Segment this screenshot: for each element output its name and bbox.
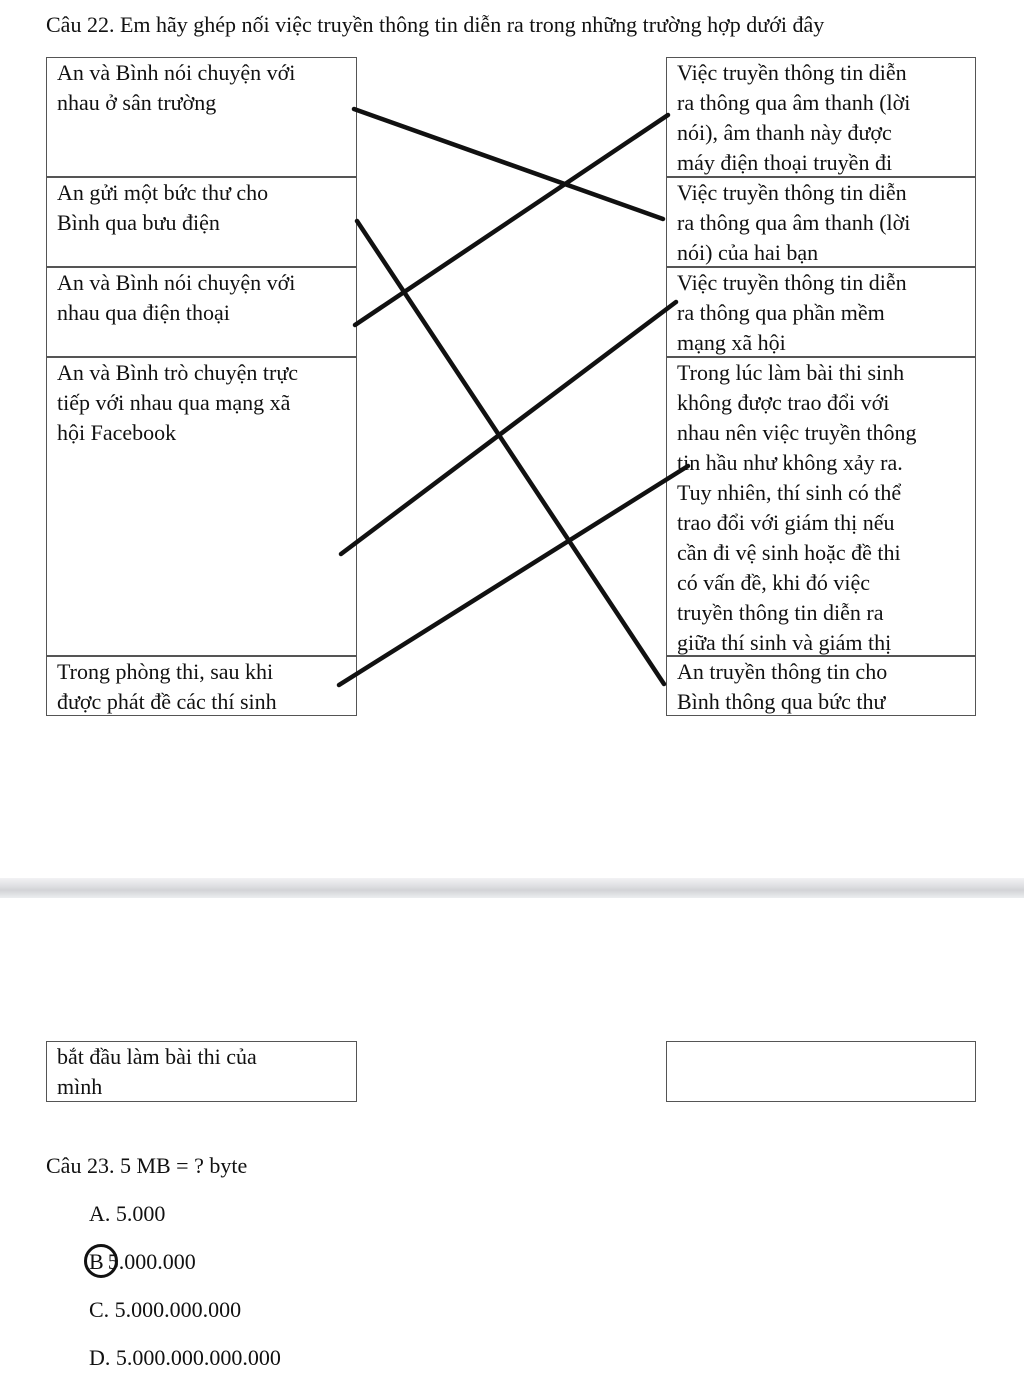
left-item-5-continued-line: bắt đầu làm bài thi của	[57, 1044, 257, 1069]
right-item-4-line: Tuy nhiên, thí sinh có thể	[677, 480, 902, 505]
right-item-1-line: máy điện thoại truyền đi	[677, 150, 893, 175]
match-line-3	[355, 115, 668, 325]
right-item-3-line: ra thông qua phần mềm	[677, 300, 885, 325]
right-item-3-line: mạng xã hội	[677, 330, 786, 355]
left-item-2-line: Bình qua bưu điện	[57, 210, 220, 235]
left-item-4-line: An và Bình trò chuyện trực	[57, 360, 299, 385]
right-item-4-line: không được trao đổi với	[677, 390, 890, 415]
right-item-5-continued	[666, 1041, 976, 1102]
left-item-4-line: hội Facebook	[57, 420, 177, 445]
left-item-1-line: nhau ở sân trường	[57, 90, 217, 115]
option-c: C. 5.000.000.000	[89, 1297, 242, 1322]
right-item-5-line: An truyền thông tin cho	[677, 659, 888, 684]
right-item-4-line: Trong lúc làm bài thi sinh	[677, 360, 905, 385]
match-line-5	[339, 466, 688, 685]
question-22-title: Câu 22. Em hãy ghép nối việc truyền thông tin diễn ra trong những trường hợp dưới đây	[46, 12, 825, 37]
selected-answer-circle	[84, 1244, 118, 1278]
right-item-4-line: có vấn đề, khi đó việc	[677, 570, 871, 595]
option-a: A. 5.000	[89, 1201, 166, 1226]
left-item-5-continued-line: mình	[57, 1074, 103, 1099]
option-d: D. 5.000.000.000.000	[89, 1345, 281, 1370]
right-item-1-line: Việc truyền thông tin diễn	[677, 60, 907, 85]
right-item-1-line: nói), âm thanh này được	[677, 120, 892, 145]
option-b-value: 5.000.000	[107, 1249, 196, 1274]
left-item-5-line: Trong phòng thi, sau khi	[57, 659, 274, 684]
right-item-1-line: ra thông qua âm thanh (lời	[677, 90, 911, 115]
left-item-3-line: An và Bình nói chuyện với	[57, 270, 296, 295]
right-item-4-line: giữa thí sinh và giám thị	[677, 630, 892, 655]
right-item-3-line: Việc truyền thông tin diễn	[677, 270, 907, 295]
match-line-1	[354, 109, 663, 219]
page-divider	[0, 878, 1024, 898]
right-item-4-line: cần đi vệ sinh hoặc đề thi	[677, 540, 901, 565]
right-item-5-line: Bình thông qua bức thư	[677, 689, 886, 714]
right-item-2-line: Việc truyền thông tin diễn	[677, 180, 907, 205]
option-b-label: B	[89, 1249, 104, 1274]
question-23-title: Câu 23. 5 MB = ? byte	[46, 1153, 248, 1178]
right-item-4-line: trao đổi với giám thị nếu	[677, 510, 895, 535]
left-item-1-line: An và Bình nói chuyện với	[57, 60, 296, 85]
right-item-4-line: tin hầu như không xảy ra.	[677, 450, 903, 475]
left-item-4-line: tiếp với nhau qua mạng xã	[57, 390, 291, 415]
match-line-4	[341, 302, 676, 554]
right-item-2-line: ra thông qua âm thanh (lời	[677, 210, 911, 235]
left-item-2-line: An gửi một bức thư cho	[57, 180, 269, 205]
left-item-5-line: được phát đề các thí sinh	[57, 689, 277, 714]
right-item-4-line: truyền thông tin diễn ra	[677, 600, 884, 625]
left-item-5-continued	[46, 1041, 357, 1102]
right-item-2-line: nói) của hai bạn	[677, 240, 819, 265]
left-item-3-line: nhau qua điện thoại	[57, 300, 230, 325]
right-item-4-line: nhau nên việc truyền thông	[677, 420, 917, 445]
